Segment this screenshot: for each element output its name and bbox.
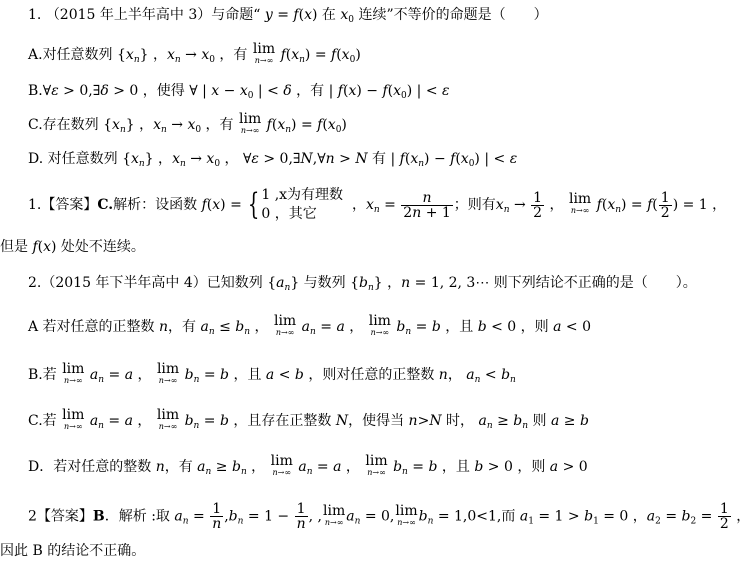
q1-answer-continuation: 但是 f(x) 处处不连续。 <box>0 239 145 255</box>
q2-option-c: C.若 lim n→∞ $a_n = a$ ， lim n→∞ $b_n = b$ ，且存在正整数 N，使得当 n>N 时， $a_n \ge b_n$ 则 a ≥ b <box>28 407 589 431</box>
q1-answer-letter: C. <box>97 197 114 213</box>
q1-stem-line <box>28 6 548 29</box>
q2-option-d: D．若对任意的整数 n，有 $a_n \ge b_n$ ， lim n→∞ $a_n = a$ ， lim n→∞ $b_n = b$ ，且 b > 0 ，则 a > 0 <box>28 453 588 477</box>
q1-option-a: A.对任意数列 $\{x_n\}$ ，$x_n \to x_0$ ，有 lim n→∞ $f(x_n) = f(x_0)$ <box>28 41 361 65</box>
q1-option-d: D. 对任意数列 $\{x_n\}$ ，$x_n \to x_0$ ， ∀ε > 0,∃N,∀n > N 有 | $f(x_n) - f(x_0)$ | < ε <box>28 151 518 169</box>
q1-answer: 1.【答案】C.解析：设函数 f(x) = { 1 ,x为有理数 0 ，其它 ，$x_n$ = $\frac{n}{2n + 1}$ ；则有$x_n$ → $\frac{1}{2}$ ， lim n→∞ $f(x_n) = f$( $\frac{1}{2}$ ) = 1 ， <box>28 187 727 222</box>
q1-answer-prefix: 1.【答案】 <box>28 197 98 213</box>
q1-stem: 与命题“ y = f(x) 在 $x_0$ 连续”不等价的命题是（ ） <box>211 7 548 25</box>
q2-option-a: A 若对任意的正整数 n，有 $a_n \le b_n$ ， lim n→∞ $a_n = a$ ， lim n→∞ $b_n = b$ ，且 b < 0 ，则 a < 0 <box>28 313 592 337</box>
q2-answer-prefix: 2【答案】 <box>28 508 93 525</box>
q1-option-c: C.存在数列 $\{x_n\}$ ，$x_n \to x_0$ ，有 lim n→∞ $f(x_n) = f(x_0)$ <box>28 111 347 135</box>
q1-number: 1. <box>28 7 42 23</box>
q1-source: （2015 年上半年高中 3） <box>45 7 212 23</box>
q1-piecewise: 1 ,x为有理数 0 ，其它 <box>261 187 344 222</box>
q2-stem-line: 2.（2015 年下半年高中 4）已知数列 $\{a_n\}$ 与数列 $\{b_n\}$ ，n = 1, 2, 3⋯ 则下列结论不正确的是（ ）。 <box>28 275 697 293</box>
q2-answer-letter: B <box>92 508 105 525</box>
q2-answer-continuation: 因此 B 的结论不正确。 <box>0 543 146 559</box>
q1-option-b: B.∀ε > 0,∃δ > 0 ，使得 ∀ | $x - x_0$ | < δ ，有 | $f(x) - f(x_0)$ | < ε <box>28 83 450 101</box>
q2-answer: 2【答案】B．解析 :取 $a_n$ = $\frac{1}{n}$ $,b_n = 1$ − $\frac{1}{n}$ , , lim n→∞ $a_n = 0$, lim n→∞ $b_n = 1,0<1$,而 $a_1 = 1 > b_1 = 0$ ，$a_2 = b_2$ = $\frac{1}{2}$ ， <box>28 501 750 532</box>
q2-option-b: B.若 lim n→∞ $a_n = a$ ， lim n→∞ $b_n = b$ ，且 a < b ，则对任意的正整数 n， $a_n < b_n$ <box>28 361 516 385</box>
